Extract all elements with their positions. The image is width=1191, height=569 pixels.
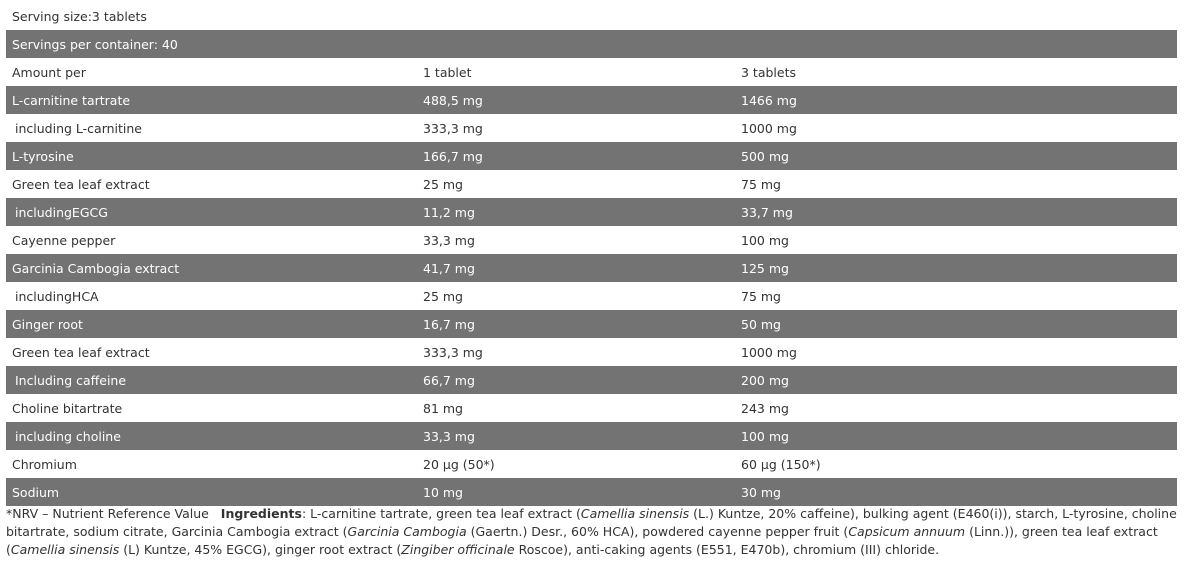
ingredient-name: including L-carnitine [15,120,142,136]
ingredient-name: includingEGCG [15,204,108,220]
amount-one-tablet: 33,3 mg [423,232,475,248]
amount-one-tablet: 66,7 mg [423,372,475,388]
table-row [6,86,1177,114]
table-row [6,422,1177,450]
amount-three-tablets: 500 mg [741,148,789,164]
servings-per-container-label: Servings per container: 40 [12,36,178,52]
amount-one-tablet: 488,5 mg [423,92,483,108]
ingredient-name: including choline [15,428,121,444]
serving-size-row [6,2,1177,30]
ingredient-name: Garcinia Cambogia extract [12,260,180,276]
amount-three-tablets: 100 mg [741,232,789,248]
ingredient-name: Including caffeine [15,372,127,388]
table-header-row [6,58,1177,86]
amount-three-tablets: 1000 mg [741,120,797,136]
ingredient-name: Sodium [12,484,60,500]
ingredient-name: L-tyrosine [12,148,74,164]
amount-one-tablet: 41,7 mg [423,260,475,276]
ingredient-name: Chromium [12,456,77,472]
amount-one-tablet: 166,7 mg [423,148,483,164]
amount-three-tablets: 125 mg [741,260,789,276]
amount-three-tablets: 75 mg [741,288,781,304]
ingredient-name: Green tea leaf extract [12,344,150,360]
botanical-name: Garcinia Cambogia [347,524,467,539]
table-row [6,254,1177,282]
amount-three-tablets: 200 mg [741,372,789,388]
serving-size-label: Serving size:3 tablets [12,8,147,24]
ingredients-label: Ingredients [220,506,302,521]
ingredients-segment: (Linn.)), green tea leaf extract ( [6,524,1158,557]
amount-three-tablets: 60 µg (150*) [741,456,821,472]
amount-one-tablet: 333,3 mg [423,344,483,360]
table-row [6,114,1177,142]
amount-three-tablets: 100 mg [741,428,789,444]
ingredients-segment: Roscoe), anti-caking agents (E551, E470b), chromium (III) chloride. [514,542,940,557]
botanical-name: Camellia sinensis [580,506,690,521]
ingredients-segment: (Gaertn.) Desr., 60% HCA), powdered cayenne pepper fruit ( [466,524,849,539]
amount-one-tablet: 333,3 mg [423,120,483,136]
servings-per-container-row [6,30,1177,58]
table-row [6,478,1177,506]
ingredients-segment: (L) Kuntze, 45% EGCG), ginger root extract ( [119,542,402,557]
table-row [6,198,1177,226]
table-row [6,338,1177,366]
table-row [6,226,1177,254]
amount-one-tablet: 25 mg [423,288,463,304]
amount-one-tablet: 11,2 mg [423,204,475,220]
amount-one-tablet: 33,3 mg [423,428,475,444]
botanical-name: Capsicum annuum [848,524,966,539]
ingredient-name: Cayenne pepper [12,232,116,248]
amount-one-tablet: 20 µg (50*) [423,456,495,472]
amount-three-tablets: 1466 mg [741,92,797,108]
table-row [6,394,1177,422]
table-row [6,282,1177,310]
amount-one-tablet: 25 mg [423,176,463,192]
ingredient-name: Ginger root [12,316,83,332]
ingredient-name: L-carnitine tartrate [12,92,131,108]
header-amount-per: Amount per [12,64,86,80]
ingredients-segment: : L-carnitine tartrate, green tea leaf extract ( [301,506,581,521]
table-row [6,310,1177,338]
table-row [6,142,1177,170]
footnote [6,505,1184,559]
header-three-tablets: 3 tablets [741,64,796,80]
amount-three-tablets: 243 mg [741,400,789,416]
ingredient-name: includingHCA [15,288,99,304]
amount-three-tablets: 33,7 mg [741,204,793,220]
botanical-name: Camellia sinensis [10,542,120,557]
amount-one-tablet: 10 mg [423,484,463,500]
nrv-note: *NRV – Nutrient Reference Value [6,506,209,521]
amount-one-tablet: 16,7 mg [423,316,475,332]
amount-three-tablets: 75 mg [741,176,781,192]
ingredient-name: Choline bitartrate [12,400,123,416]
table-row [6,366,1177,394]
nutrition-table [6,2,1177,506]
header-one-tablet: 1 tablet [423,64,472,80]
ingredient-name: Green tea leaf extract [12,176,150,192]
table-row [6,450,1177,478]
amount-one-tablet: 81 mg [423,400,463,416]
amount-three-tablets: 50 mg [741,316,781,332]
ingredients-segment: (L.) Kuntze, 20% caffeine), bulking agent (E460(i)), starch, L-tyrosine, choline bitartrate, sodium citrate, Garcinia Cambogia extract ( [6,506,1177,539]
botanical-name: Zingiber officinale [401,542,515,557]
amount-three-tablets: 1000 mg [741,344,797,360]
table-row [6,170,1177,198]
amount-three-tablets: 30 mg [741,484,781,500]
